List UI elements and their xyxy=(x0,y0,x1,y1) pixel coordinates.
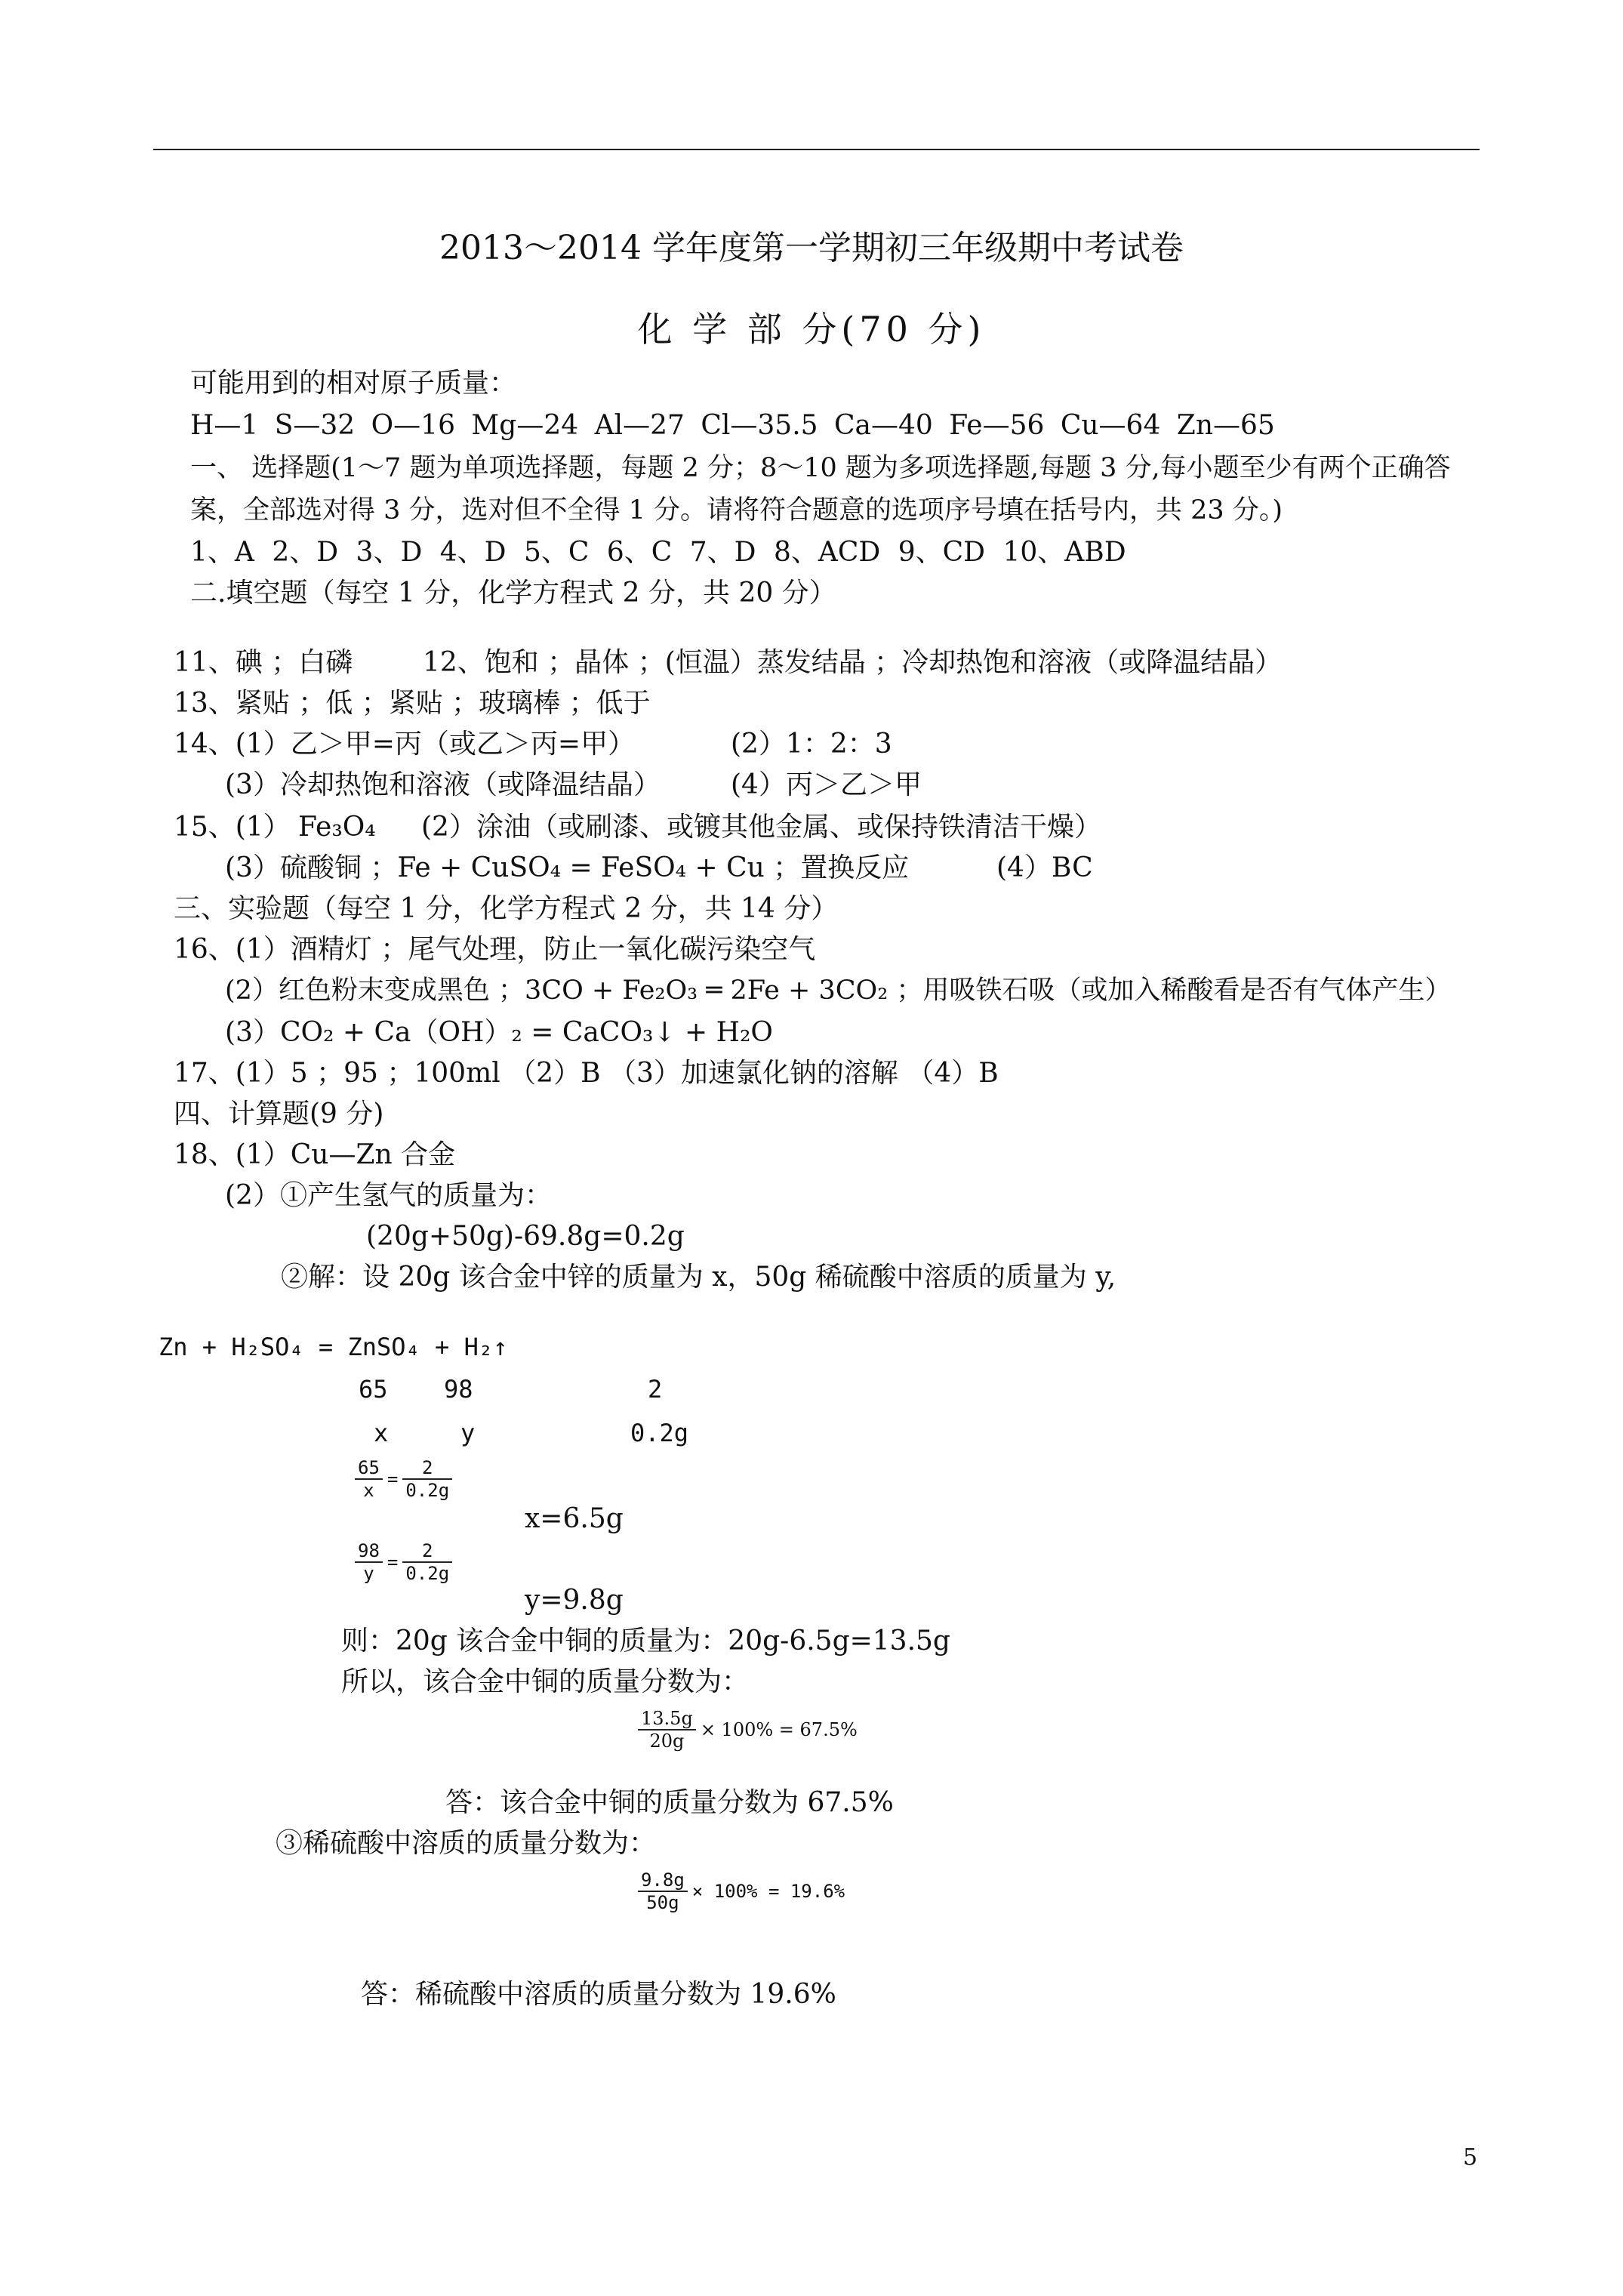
proportion-y: $\frac{98}{y}$ = $\frac{2}{0.2g}$ xyxy=(355,1540,452,1584)
eq-mass-zn: 65 xyxy=(359,1375,388,1404)
q18-part1: 18、(1）Cu—Zn 合金 xyxy=(174,1139,456,1170)
q18-part2: (2）①产生氢气的质量为： xyxy=(225,1180,552,1211)
q15-label: 15、(1） xyxy=(174,812,291,843)
acid-calc-num: 9.8g xyxy=(641,1869,685,1891)
q15-part2: (2）涂油（或刷漆、或镀其他金属、或保持铁清洁干燥） xyxy=(421,812,1101,843)
copper-calc-rest: × 100% = 67.5% xyxy=(700,1719,858,1740)
q12-answer: 12、饱和 ；晶体 ；(恒温）蒸发结晶 ；冷却热饱和溶液（或降温结晶） xyxy=(423,647,1283,678)
proportion-x-num: 65 xyxy=(358,1457,380,1478)
acid-calc-den: 50g xyxy=(646,1892,679,1913)
q14-part4: (4）丙＞乙＞甲 xyxy=(731,769,922,800)
x-result: x=6.5g xyxy=(525,1503,624,1534)
q14-part1: 14、(1）乙＞甲=丙（或乙＞丙=甲） xyxy=(174,729,636,760)
y-result: y=9.8g xyxy=(525,1585,624,1616)
copper-calc-den: 20g xyxy=(649,1730,685,1752)
proportion-y-den: y xyxy=(363,1563,374,1584)
acid-calc-rest: × 100% = 19.6% xyxy=(691,1881,845,1902)
q11-answer: 11、碘 ；白磷 xyxy=(174,647,353,678)
copper-answer: 答：该合金中铜的质量分数为 67.5% xyxy=(445,1787,894,1818)
eq-unknown-y: y xyxy=(460,1419,476,1447)
proportion-x-rhs-num: 2 xyxy=(422,1457,433,1478)
acid-answer: 答：稀硫酸中溶质的质量分数为 19.6% xyxy=(361,1979,836,2010)
section4-heading: 四、计算题(9 分) xyxy=(174,1099,384,1130)
copper-mass: 则：20g 该合金中铜的质量为：20g-6.5g=13.5g xyxy=(341,1626,950,1657)
copper-calc-num: 13.5g xyxy=(641,1708,693,1729)
page-number: 5 xyxy=(1463,2144,1478,2171)
q15-part1: Fe₃O₄ xyxy=(298,812,376,843)
eq-mass-h2: 2 xyxy=(648,1375,663,1404)
q13-answer: 13、紧贴 ；低 ；紧贴 ；玻璃棒 ；低于 xyxy=(174,688,651,719)
atomic-masses: H—1 S—32 O—16 Mg—24 Al—27 Cl—35.5 Ca—40 Fe—56 Cu—64 Zn—65 xyxy=(190,410,1275,441)
section3-heading: 三、实验题（每空 1 分，化学方程式 2 分，共 14 分） xyxy=(174,893,839,924)
acid-fraction-intro: ③稀硫酸中溶质的质量分数为： xyxy=(276,1828,657,1859)
q14-part3: (3）冷却热饱和溶液（或降温结晶） xyxy=(225,769,661,800)
atomic-mass-heading: 可能用到的相对原子质量： xyxy=(190,368,517,399)
proportion-x-rhs-den: 0.2g xyxy=(405,1480,450,1501)
eq-unknown-h2: 0.2g xyxy=(630,1419,689,1447)
section1-heading-a: 一、 选择题(1～7 题为单项选择题，每题 2 分；8～10 题为多项选择题,每题 3 分,每小题至少有两个正确答 xyxy=(190,453,1451,483)
q16-part2: (2）红色粉末变成黑色 ；3CO + Fe₂O₃ ═ 2Fe + 3CO₂ ；用吸铁石吸（或加入稀酸看是否有气体产生） xyxy=(225,975,1452,1006)
proportion-x: $\frac{65}{x}$ = $\frac{2}{0.2g}$ xyxy=(355,1457,452,1501)
reaction-equation: Zn + H₂SO₄ = ZnSO₄ + H₂↑ xyxy=(159,1333,508,1361)
eq-unknown-x: x xyxy=(374,1419,389,1447)
proportion-y-rhs-num: 2 xyxy=(422,1540,433,1561)
proportion-x-den: x xyxy=(363,1480,374,1501)
section2-heading: 二.填空题（每空 1 分，化学方程式 2 分，共 20 分） xyxy=(190,578,836,609)
copper-percent-calc xyxy=(638,1708,858,1752)
header-rule xyxy=(153,149,1480,150)
page-title: 2013～2014 学年度第一学期初三年级期中考试卷 xyxy=(439,229,1184,267)
section1-answers: 1、A 2、D 3、D 4、D 5、C 6、C 7、D 8、ACD 9、CD 10、ABD xyxy=(190,537,1126,568)
q15-part3: (3）硫酸铜 ；Fe + CuSO₄ = FeSO₄ + Cu ；置换反应 xyxy=(225,852,910,883)
q17-answer: 17、(1）5 ；95 ；100ml （2）B （3）加速氯化钠的溶解 （4）B xyxy=(174,1058,999,1089)
proportion-y-rhs-den: 0.2g xyxy=(405,1563,450,1584)
section1-heading-b: 案，全部选对得 3 分，选对但不全得 1 分。请将符合题意的选项序号填在括号内，共 23 分。) xyxy=(190,495,1283,525)
page-subtitle: 化 学 部 分(70 分) xyxy=(637,309,986,350)
q16-part3: (3）CO₂ + Ca（OH）₂ = CaCO₃↓ + H₂O xyxy=(225,1017,773,1048)
eq-mass-h2so4: 98 xyxy=(444,1375,473,1404)
proportion-y-num: 98 xyxy=(358,1540,380,1561)
q15-part4: (4）BC xyxy=(996,852,1093,883)
q18-solve-setup: ②解：设 20g 该合金中锌的质量为 x，50g 稀硫酸中溶质的质量为 y, xyxy=(281,1262,1116,1293)
hydrogen-mass-calc: (20g+50g)-69.8g=0.2g xyxy=(366,1221,685,1252)
q16-part1: 16、(1）酒精灯 ；尾气处理，防止一氧化碳污染空气 xyxy=(174,934,816,965)
acid-percent-calc xyxy=(638,1869,845,1913)
q14-part2: (2）1：2：3 xyxy=(731,729,892,760)
copper-fraction-intro: 所以，该合金中铜的质量分数为： xyxy=(341,1666,750,1697)
